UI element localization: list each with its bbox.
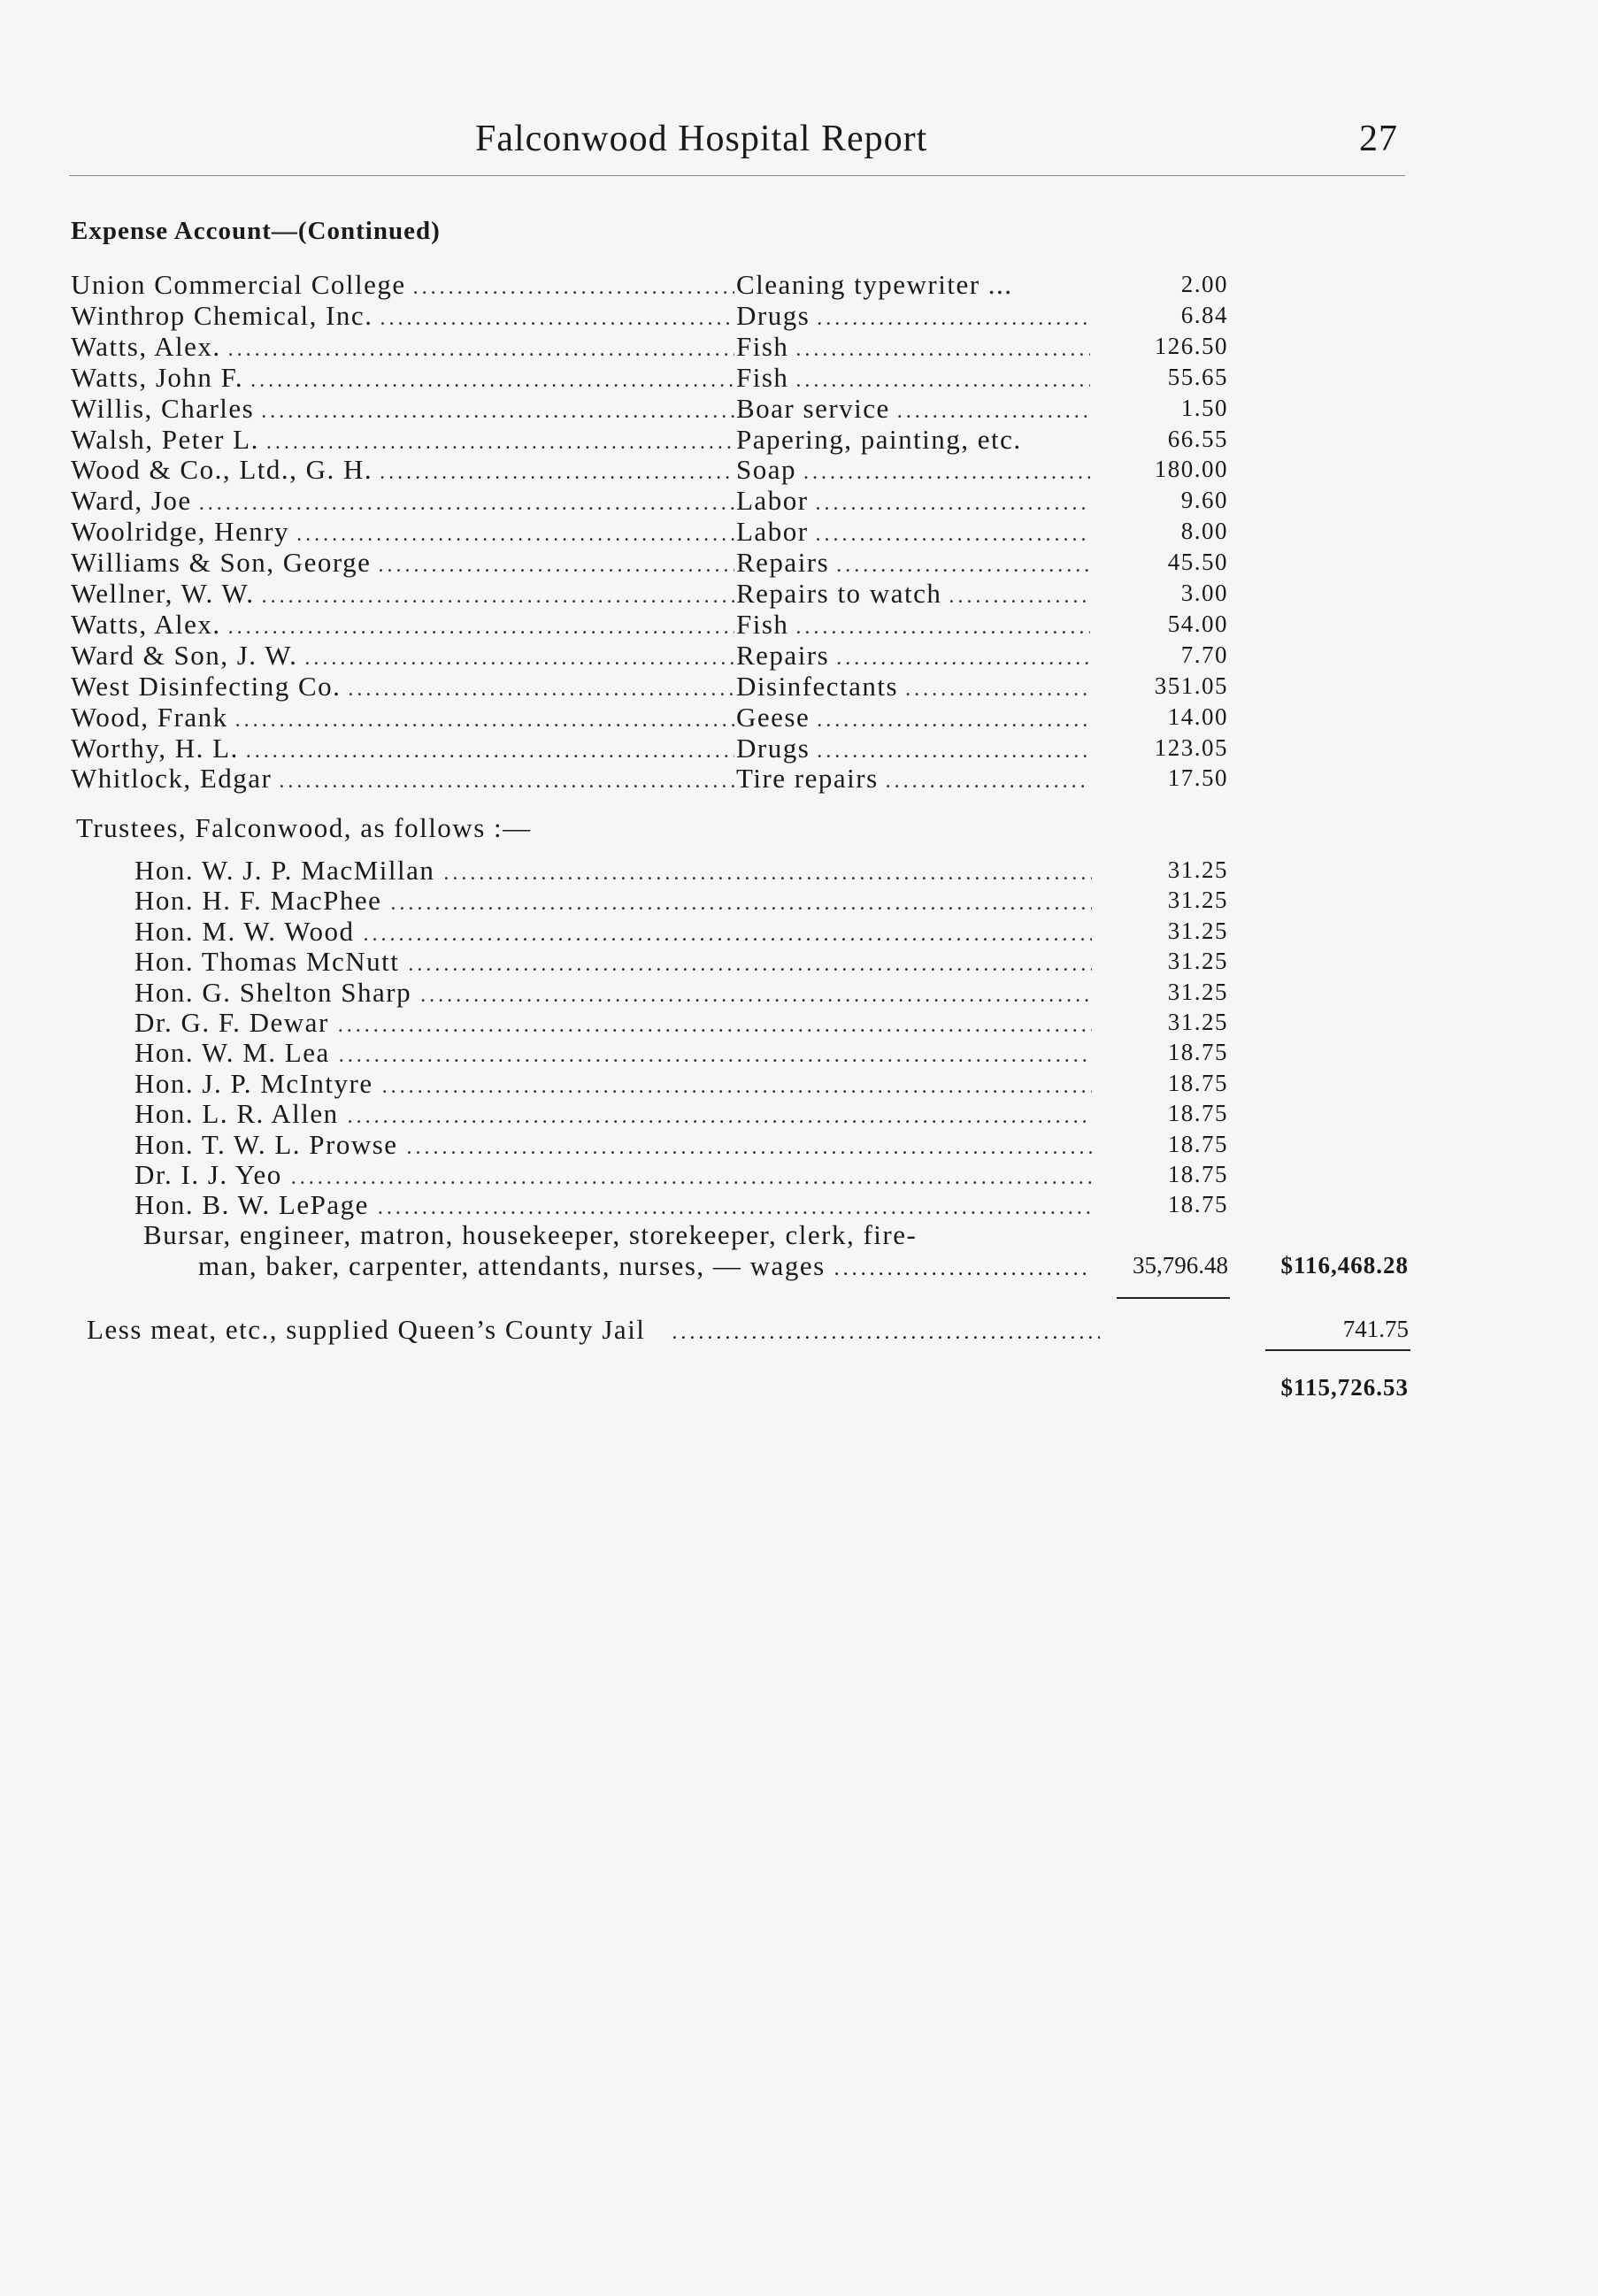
report-title: Falconwood Hospital Report <box>475 119 928 159</box>
expense-amount: 6.84 <box>1180 301 1228 328</box>
expense-amount: 45.50 <box>1167 549 1228 576</box>
leader-dots <box>364 923 1092 947</box>
trustee-cell <box>134 977 1092 1008</box>
description-cell <box>736 300 1090 331</box>
leader-dots <box>390 892 1092 916</box>
payee-name: Wellner, W. W. <box>71 578 255 609</box>
payee-name: Worthy, H. L. <box>71 732 239 764</box>
amount-rule <box>1117 1297 1230 1299</box>
leader-dots <box>816 492 1090 516</box>
payee-cell <box>71 609 734 640</box>
leader-dots <box>348 678 734 702</box>
payee-name: Wood, Frank <box>71 701 228 733</box>
wages-line-2-text: man, baker, carpenter, attendants, nurses, — wages <box>198 1250 826 1281</box>
trustee-row <box>0 946 1598 977</box>
description-cell <box>736 702 1090 733</box>
wages-line-2 <box>198 1250 1092 1281</box>
payee-cell <box>71 300 734 331</box>
payee-cell <box>71 331 734 362</box>
subtotal-amount: $116,468.28 <box>1280 1252 1409 1279</box>
description-cell <box>736 424 1090 455</box>
trustee-amount: 31.25 <box>1167 978 1228 1005</box>
description-cell <box>736 485 1090 516</box>
section-title: Expense Account—(Continued) <box>71 217 441 245</box>
leader-dots <box>378 1196 1092 1220</box>
leader-dots <box>380 307 734 331</box>
leader-dots <box>836 647 1090 671</box>
leader-dots <box>262 585 734 609</box>
expense-amount: 8.00 <box>1180 518 1228 545</box>
leader-dots <box>199 492 734 516</box>
expense-description: Boar service <box>736 392 890 424</box>
trustee-name: Hon. M. W. Wood <box>134 915 355 947</box>
leader-dots <box>304 647 734 671</box>
expense-description: Labor <box>736 516 809 548</box>
expense-row <box>0 269 1598 300</box>
expense-description: Repairs <box>736 639 830 671</box>
trustee-name: Hon. T. W. L. Prowse <box>134 1128 398 1160</box>
expense-row <box>0 516 1598 547</box>
leader-dots <box>834 1257 1092 1281</box>
leader-dots <box>817 307 1090 331</box>
trustee-row <box>0 1068 1598 1099</box>
trustee-cell <box>134 885 1092 916</box>
trustee-amount: 18.75 <box>1167 1161 1228 1187</box>
expense-amount: 123.05 <box>1154 733 1228 761</box>
description-cell <box>736 269 1090 300</box>
trustee-cell <box>134 916 1092 947</box>
trustee-name: Hon. B. W. LePage <box>134 1189 369 1221</box>
expense-row <box>0 671 1598 702</box>
trustee-row <box>0 1007 1598 1038</box>
header-rule <box>69 175 1405 176</box>
trustee-cell <box>134 1007 1092 1038</box>
leader-dots <box>348 1105 1092 1129</box>
leader-dots <box>339 1044 1092 1068</box>
expense-description: Repairs to watch <box>736 578 942 609</box>
leader-dots <box>816 523 1090 547</box>
leader-dots <box>291 1166 1092 1190</box>
leader-dots <box>795 369 1090 393</box>
expense-description: Tire repairs <box>736 763 879 795</box>
payee-cell <box>71 763 734 794</box>
expense-amount: 55.65 <box>1167 363 1228 390</box>
expense-row <box>0 702 1598 733</box>
expense-description: Fish <box>736 330 789 362</box>
leader-dots <box>407 1136 1092 1160</box>
expense-amount: 14.00 <box>1167 703 1228 730</box>
page-number: 27 <box>1359 119 1398 159</box>
trustee-row <box>0 1037 1598 1068</box>
payee-name: Williams & Son, George <box>71 547 372 579</box>
description-cell <box>736 578 1090 609</box>
trustee-amount: 18.75 <box>1167 1069 1228 1096</box>
leader-dots <box>378 554 734 578</box>
expense-row <box>0 300 1598 331</box>
grand-total: $115,726.53 <box>1280 1374 1409 1401</box>
payee-name: Ward, Joe <box>71 485 192 517</box>
expense-description: Soap <box>736 454 796 486</box>
expense-description: Repairs <box>736 547 830 579</box>
payee-name: Winthrop Chemical, Inc. <box>71 299 373 331</box>
payee-name: Whitlock, Edgar <box>71 763 273 795</box>
expense-row <box>0 485 1598 516</box>
trustee-row <box>0 1129 1598 1160</box>
expense-row <box>0 578 1598 609</box>
expense-amount: 54.00 <box>1167 610 1228 637</box>
description-cell <box>736 547 1090 578</box>
leader-dots <box>886 770 1090 794</box>
expense-row <box>0 424 1598 455</box>
running-header <box>0 113 1598 166</box>
expense-description: Papering, painting, etc. <box>736 423 1022 455</box>
trustee-cell <box>134 1098 1092 1129</box>
trustee-amount: 31.25 <box>1167 887 1228 914</box>
expense-row <box>0 763 1598 794</box>
leader-dots <box>228 338 734 362</box>
leader-dots <box>949 585 1090 609</box>
trustee-row <box>0 855 1598 886</box>
trustee-amount: 31.25 <box>1167 856 1228 883</box>
leader-dots <box>897 400 1090 424</box>
payee-cell <box>71 702 734 733</box>
leader-dots <box>817 709 1090 733</box>
expense-row <box>0 733 1598 764</box>
expense-row <box>0 547 1598 578</box>
description-cell <box>736 516 1090 547</box>
trustee-name: Hon. L. R. Allen <box>134 1098 339 1130</box>
description-cell <box>736 763 1090 794</box>
payee-cell <box>71 454 734 485</box>
trustee-amount: 31.25 <box>1167 1009 1228 1035</box>
payee-cell <box>71 485 734 516</box>
leader-dots <box>905 678 1090 702</box>
payee-name: Wood & Co., Ltd., G. H. <box>71 454 373 486</box>
payee-name: Ward & Son, J. W. <box>71 639 298 671</box>
leader-dots <box>795 616 1090 640</box>
leader-dots <box>228 616 734 640</box>
trustee-amount: 31.25 <box>1167 948 1228 975</box>
expense-description: Cleaning typewriter ... <box>736 269 1013 300</box>
trustee-name: Hon. W. M. Lea <box>134 1037 330 1069</box>
payee-name: Walsh, Peter L. <box>71 423 259 455</box>
expense-row <box>0 640 1598 671</box>
expense-description: Geese <box>736 701 811 733</box>
leader-dots <box>408 953 1092 977</box>
trustee-name: Hon. Thomas McNutt <box>134 946 400 978</box>
trustee-name: Dr. I. J. Yeo <box>134 1159 282 1190</box>
trustee-cell <box>134 1189 1092 1220</box>
expense-description: Drugs <box>736 299 811 331</box>
payee-name: Watts, John F. <box>71 361 244 393</box>
expense-amount: 1.50 <box>1180 394 1228 421</box>
trustee-amount: 18.75 <box>1167 1039 1228 1066</box>
expense-description: Drugs <box>736 732 811 764</box>
expense-row <box>0 362 1598 393</box>
expense-amount: 351.05 <box>1154 672 1228 699</box>
trustee-name: Dr. G. F. Dewar <box>134 1007 329 1038</box>
expense-description: Labor <box>736 485 809 517</box>
trustee-amount: 31.25 <box>1167 917 1228 944</box>
expense-amount: 180.00 <box>1154 456 1228 483</box>
trustee-row <box>0 977 1598 1008</box>
payee-cell <box>71 671 734 702</box>
expense-description: Fish <box>736 361 789 393</box>
trustee-cell <box>134 1068 1092 1099</box>
leader-dots <box>338 1014 1092 1038</box>
payee-cell <box>71 424 734 455</box>
leader-dots <box>279 770 734 794</box>
trustee-amount: 18.75 <box>1167 1191 1228 1218</box>
leader-dots <box>261 400 734 424</box>
trustee-cell <box>134 1159 1092 1190</box>
trustee-row <box>0 1159 1598 1190</box>
less-amount: 741.75 <box>1342 1316 1409 1342</box>
leader-dots <box>420 984 1092 1008</box>
trustee-cell <box>134 1037 1092 1068</box>
trustee-row <box>0 885 1598 916</box>
payee-cell <box>71 733 734 764</box>
leader-dots <box>246 740 734 764</box>
trustee-name: Hon. H. F. MacPhee <box>134 885 382 917</box>
leader-dots <box>803 461 1090 485</box>
wages-line-1: Bursar, engineer, matron, housekeeper, storekeeper, clerk, fire- <box>143 1219 918 1250</box>
wages-amount: 35,796.48 <box>1133 1252 1228 1279</box>
description-cell <box>736 454 1090 485</box>
payee-name: Watts, Alex. <box>71 608 221 640</box>
trustee-row <box>0 1098 1598 1129</box>
description-cell <box>736 609 1090 640</box>
total-rule <box>1265 1349 1410 1351</box>
trustee-name: Hon. J. P. McIntyre <box>134 1067 373 1099</box>
expense-row <box>0 609 1598 640</box>
payee-cell <box>71 547 734 578</box>
leader-dots <box>266 431 734 455</box>
payee-cell <box>71 578 734 609</box>
expense-amount: 2.00 <box>1180 271 1228 297</box>
expense-amount: 9.60 <box>1180 487 1228 514</box>
trustee-cell <box>134 946 1092 977</box>
payee-cell <box>71 640 734 671</box>
payee-name: Union Commercial College <box>71 269 406 300</box>
expense-amount: 7.70 <box>1180 641 1228 668</box>
expense-description: Fish <box>736 608 789 640</box>
description-cell <box>736 671 1090 702</box>
trustee-row <box>0 916 1598 947</box>
leader-dots <box>443 862 1092 886</box>
description-cell <box>736 331 1090 362</box>
leader-dots <box>250 369 734 393</box>
description-cell <box>736 362 1090 393</box>
expense-row <box>0 331 1598 362</box>
description-cell <box>736 733 1090 764</box>
expense-description: Disinfectants <box>736 670 899 702</box>
payee-name: Willis, Charles <box>71 392 255 424</box>
trustee-cell <box>134 855 1092 886</box>
leader-dots <box>235 709 734 733</box>
leader-dots <box>817 740 1090 764</box>
description-cell <box>736 393 1090 424</box>
leader-dots <box>795 338 1090 362</box>
expense-amount: 17.50 <box>1167 764 1228 792</box>
leader-dots <box>380 461 734 485</box>
leader-dots <box>836 554 1090 578</box>
payee-cell <box>71 362 734 393</box>
expense-amount: 126.50 <box>1154 332 1228 359</box>
description-cell <box>736 640 1090 671</box>
less-line <box>87 1314 1100 1345</box>
less-text: Less meat, etc., supplied Queen’s County Jail <box>87 1314 646 1345</box>
trustee-name: Hon. G. Shelton Sharp <box>134 976 412 1008</box>
payee-cell <box>71 269 734 300</box>
payee-name: Woolridge, Henry <box>71 516 290 548</box>
payee-cell <box>71 516 734 547</box>
expense-amount: 3.00 <box>1180 580 1228 606</box>
payee-cell <box>71 393 734 424</box>
leader-dots <box>672 1321 1100 1345</box>
payee-name: West Disinfecting Co. <box>71 670 342 702</box>
trustee-cell <box>134 1129 1092 1160</box>
leader-dots <box>413 276 734 300</box>
leader-dots <box>382 1075 1092 1099</box>
expense-row <box>0 454 1598 485</box>
trustee-name: Hon. W. J. P. MacMillan <box>134 855 435 886</box>
trustee-amount: 18.75 <box>1167 1100 1228 1127</box>
expense-amount: 66.55 <box>1167 425 1228 452</box>
trustee-row <box>0 1189 1598 1220</box>
trustee-amount: 18.75 <box>1167 1130 1228 1157</box>
leader-dots <box>296 523 734 547</box>
trustees-heading: Trustees, Falconwood, as follows :— <box>76 812 532 843</box>
expense-row <box>0 393 1598 424</box>
payee-name: Watts, Alex. <box>71 330 221 362</box>
